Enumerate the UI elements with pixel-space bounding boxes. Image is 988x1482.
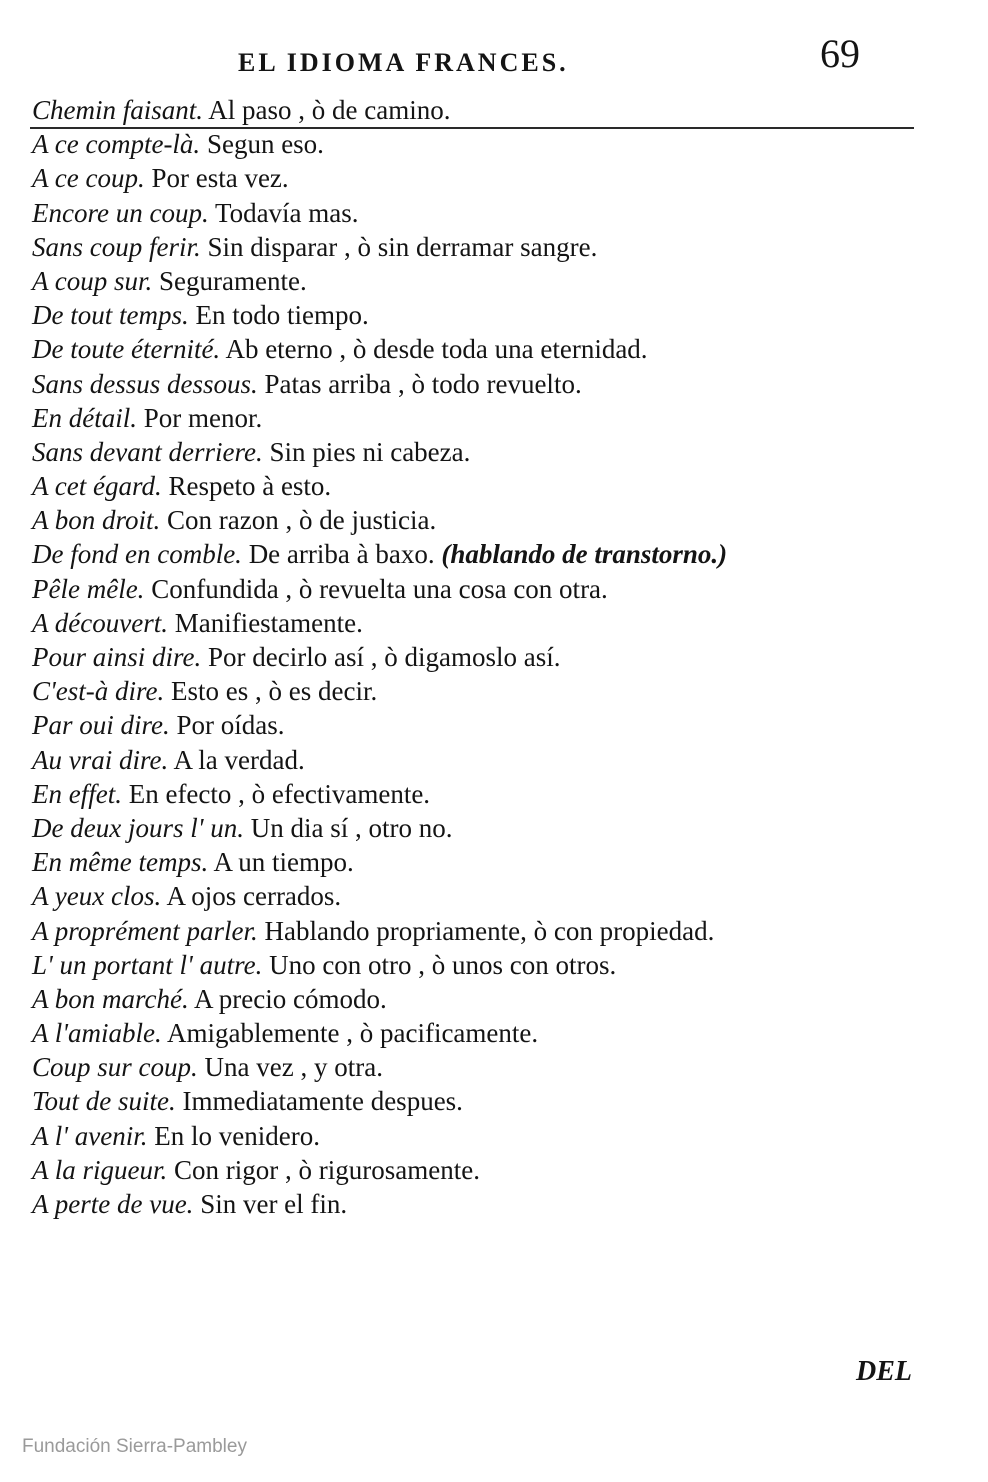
spanish-translation: A ojos cerrados. [166, 881, 342, 912]
phrase-entry [32, 93, 932, 127]
french-phrase: De toute éternité. [32, 334, 221, 365]
french-phrase: De tout temps. [32, 300, 189, 331]
french-phrase: A découvert. [32, 607, 168, 638]
phrase-entry [32, 914, 932, 948]
phrase-entry [32, 196, 932, 230]
spanish-translation: Un dia sí , otro no. [250, 812, 453, 843]
french-phrase: Tout de suite. [32, 1086, 176, 1117]
french-phrase: Pêle mêle. [32, 573, 145, 604]
phrase-entry [32, 1050, 932, 1084]
spanish-translation: A la verdad. [173, 744, 305, 775]
spanish-translation: En todo tiempo. [195, 300, 369, 331]
phrase-entry [32, 640, 932, 674]
spanish-translation: Segun eso. [206, 129, 324, 160]
catchword: DEL [856, 1356, 912, 1387]
phrase-entry [32, 1016, 932, 1050]
spanish-translation: Ab eterno , ò desde toda una eternidad. [225, 334, 648, 365]
spanish-translation: Esto es , ò es decir. [171, 676, 378, 707]
phrase-entry [32, 743, 932, 777]
phrase-entry [32, 298, 932, 332]
french-phrase: En même temps. [32, 847, 209, 878]
phrase-entry [32, 127, 932, 161]
french-phrase: Au vrai dire. [32, 744, 169, 775]
page-number: 69 [820, 31, 860, 76]
french-phrase: A cet égard. [32, 471, 162, 502]
spanish-translation: Por decirlo así , ò digamoslo así. [208, 642, 561, 672]
spanish-translation: Al paso , ò de camino. [208, 95, 451, 125]
spanish-translation: A un tiempo. [213, 847, 354, 878]
french-phrase: Sans coup ferir. [32, 231, 201, 262]
phrase-entry [32, 1084, 932, 1118]
spanish-translation: Hablando propriamente, ò con propiedad. [264, 915, 715, 946]
french-phrase: De deux jours l' un. [32, 812, 244, 843]
spanish-translation: Una vez , y otra. [204, 1052, 383, 1083]
phrase-entry [32, 264, 932, 298]
phrase-entry [32, 982, 932, 1016]
spanish-translation: Por esta vez. [151, 163, 289, 194]
phrase-entry [32, 1187, 932, 1221]
spanish-translation: Manifiestamente. [174, 607, 363, 638]
spanish-translation: Patas arriba , ò todo revuelto. [264, 368, 582, 399]
french-phrase: Par oui dire. [32, 710, 170, 741]
spanish-translation: Con rigor , ò rigurosamente. [174, 1154, 480, 1185]
spanish-translation: Con razon , ò de justicia. [167, 505, 437, 536]
archive-watermark: Fundación Sierra-Pambley [22, 1436, 247, 1457]
spanish-translation: Seguramente. [159, 265, 307, 296]
french-phrase: C'est-à dire. [32, 676, 165, 707]
spanish-translation: De arriba à baxo. [248, 539, 435, 570]
phrase-entry [32, 230, 932, 264]
french-phrase: A proprément parler. [32, 915, 258, 946]
spanish-translation: Todavía mas. [214, 197, 359, 228]
phrase-entry [32, 537, 932, 571]
spanish-translation: En efecto , ò efectivamente. [128, 778, 431, 809]
phrase-entry [32, 367, 932, 401]
phrase-entry [32, 161, 932, 195]
phrase-list [32, 93, 932, 1221]
translation-note: (hablando de transtorno.) [441, 539, 728, 570]
phrase-entry [32, 708, 932, 742]
spanish-translation: Sin pies ni cabeza. [269, 436, 471, 467]
french-phrase: A ce coup. [32, 163, 145, 194]
phrase-entry [32, 401, 932, 435]
french-phrase: Sans devant derriere. [32, 436, 263, 467]
french-phrase: A bon marché. [32, 983, 189, 1014]
french-phrase: A l'amiable. [32, 1018, 162, 1049]
french-phrase: Coup sur coup. [32, 1052, 198, 1083]
spanish-translation: Confundida , ò revuelta una cosa con otra. [151, 573, 608, 604]
phrase-entry [32, 1153, 932, 1187]
french-phrase: A coup sur. [32, 265, 153, 296]
french-phrase: En détail. [32, 402, 137, 433]
phrase-entry [32, 674, 932, 708]
phrase-entry [32, 435, 932, 469]
phrase-entry [32, 845, 932, 879]
phrase-entry [32, 503, 932, 537]
french-phrase: A bon droit. [32, 505, 161, 536]
phrase-entry [32, 332, 932, 366]
phrase-entry [32, 572, 932, 606]
french-phrase: Chemin faisant. [32, 95, 204, 125]
spanish-translation: Sin disparar , ò sin derramar sangre. [207, 231, 598, 262]
french-phrase: Encore un coup. [32, 197, 209, 228]
french-phrase: De fond en comble. [32, 539, 242, 570]
spanish-translation: Sin ver el fin. [200, 1189, 348, 1219]
spanish-translation: Immediatamente despues. [182, 1086, 463, 1117]
spanish-translation: Uno con otro , ò unos con otros. [269, 949, 617, 980]
french-phrase: A perte de vue. [32, 1189, 194, 1219]
phrase-entry [32, 469, 932, 503]
french-phrase: A l' avenir. [32, 1120, 148, 1151]
spanish-translation: Amigablemente , ò pacificamente. [167, 1018, 539, 1049]
phrase-entry [32, 606, 932, 640]
spanish-translation: Por menor. [143, 402, 263, 433]
spanish-translation: En lo venidero. [154, 1120, 320, 1151]
french-phrase: Sans dessus dessous. [32, 368, 258, 399]
running-title: EL IDIOMA FRANCES. [238, 48, 569, 77]
french-phrase: A yeux clos. [32, 881, 162, 912]
phrase-entry [32, 948, 932, 982]
spanish-translation: Respeto à esto. [168, 471, 332, 502]
phrase-entry [32, 1119, 932, 1153]
french-phrase: A la rigueur. [32, 1154, 168, 1185]
spanish-translation: A precio cómodo. [194, 983, 387, 1014]
phrase-entry [32, 879, 932, 913]
phrase-entry [32, 811, 932, 845]
french-phrase: A ce compte-là. [32, 129, 201, 160]
french-phrase: En effet. [32, 778, 122, 809]
spanish-translation: Por oídas. [176, 710, 285, 741]
french-phrase: Pour ainsi dire. [32, 642, 202, 672]
french-phrase: L' un portant l' autre. [32, 949, 263, 980]
phrase-entry [32, 777, 932, 811]
